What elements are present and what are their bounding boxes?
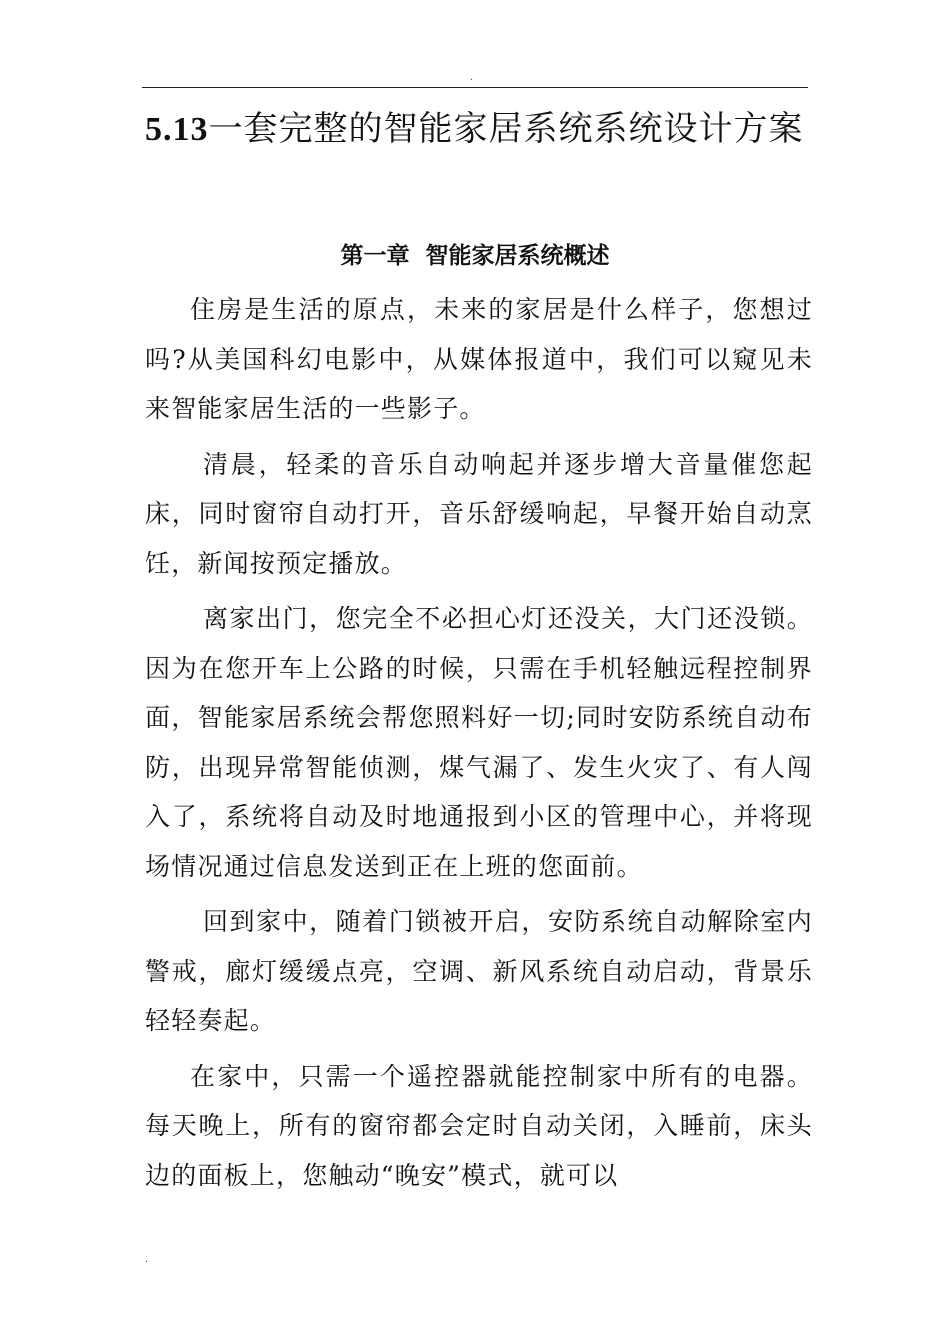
title-text: 一套完整的智能家居系统系统设计方案 bbox=[208, 109, 804, 149]
paragraph: 清晨，轻柔的音乐自动响起并逐步增大音量催您起床，同时窗帘自动打开，音乐舒缓响起，早餐开始自动烹饪，新闻按预定播放。 bbox=[145, 449, 813, 578]
paragraph: 回到家中，随着门锁被开启，安防系统自动解除室内警戒，廊灯缓缓点亮，空调、新风系统自动启动，背景乐轻轻奏起。 bbox=[145, 907, 813, 1035]
document-title bbox=[145, 104, 813, 155]
paragraph: 离家出门，您完全不必担心灯还没关，大门还没锁。因为在您开车上公路的时候，只需在手机轻触远程控制界面，智能家居系统会帮您照料好一切;同时安防系统自动布防，出现异常智能侦测，煤气漏了、发生火灾了、有人闯入了，系统将自动及时地通报到小区的管理中心，并将现场情况通过信息发送到正在上班的您面前。 bbox=[145, 604, 813, 881]
footer-mark: . bbox=[145, 1254, 149, 1265]
header-rule bbox=[142, 87, 808, 88]
header-mark: . bbox=[470, 72, 474, 83]
paragraph: 住房是生活的原点，未来的家居是什么样子，您想过吗?从美国科幻电影中，从媒体报道中，我们可以窥见未来智能家居生活的一些影子。 bbox=[145, 295, 813, 423]
body-text bbox=[145, 285, 813, 1206]
paragraph: 在家中，只需一个遥控器就能控制家中所有的电器。每天晚上，所有的窗帘都会定时自动关闭，入睡前，床头边的面板上，您触动“晚安”模式，就可以 bbox=[145, 1061, 813, 1190]
title-number: 5.13 bbox=[145, 111, 209, 148]
chapter-heading: 第一章 智能家居系统概述 bbox=[340, 242, 610, 269]
